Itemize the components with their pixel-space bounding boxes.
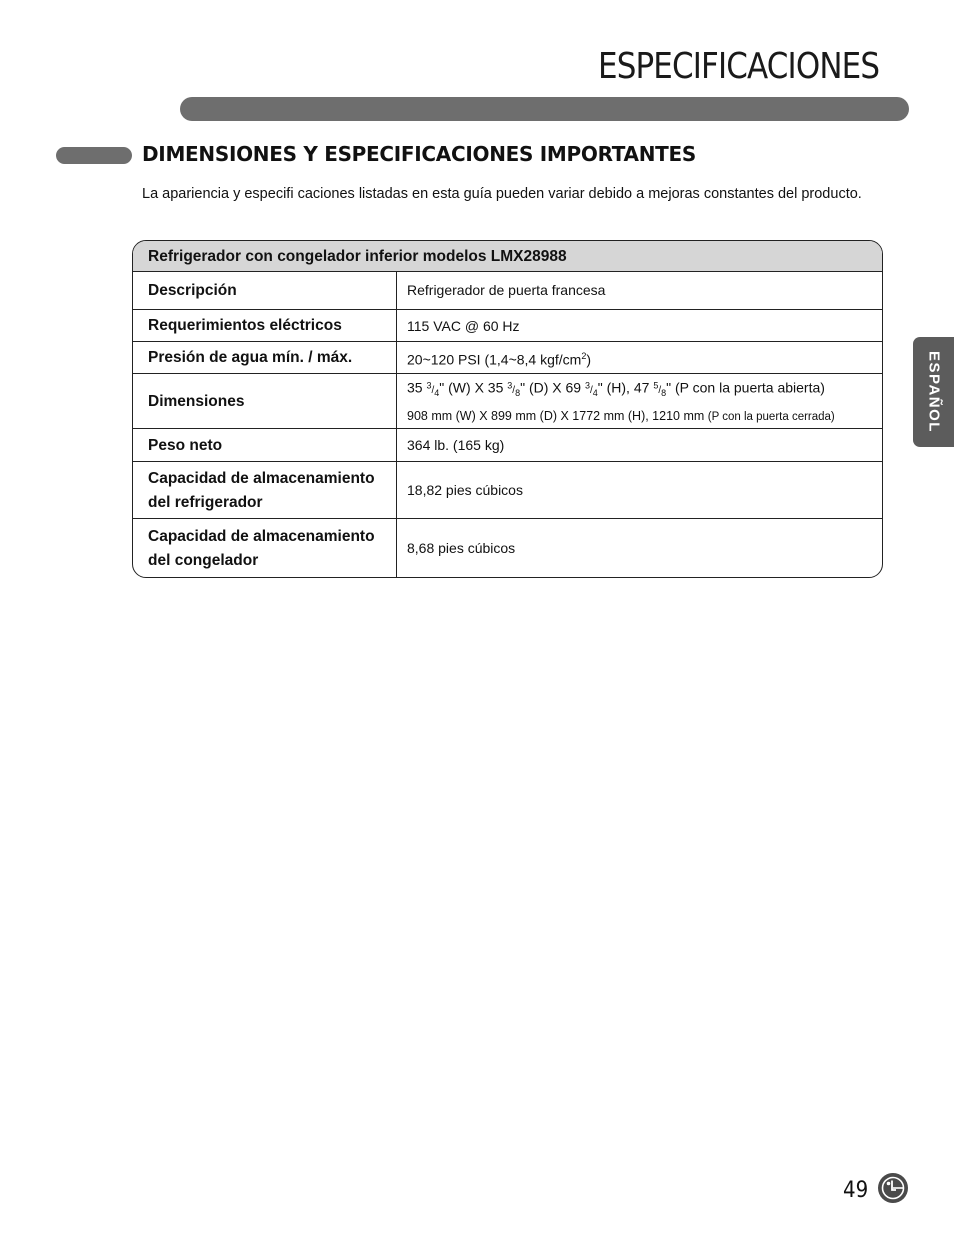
table-row xyxy=(133,461,882,519)
title-bar xyxy=(180,97,909,121)
lg-logo-icon xyxy=(877,1172,909,1204)
row-value: 20~120 PSI (1,4~8,4 kgf/$cm^2$) xyxy=(407,350,592,368)
row-label: Peso neto xyxy=(133,429,397,462)
dimensions-imperial: 35 $^3/_4$" (W) X 35 $^3/_8$" (D) X 69 $^3/_4$" (H), 47 $^5/_8$" (P con la puerta abierta) xyxy=(407,379,825,398)
row-label: Dimensiones xyxy=(133,374,397,429)
spec-table-header: Refrigerador con congelador inferior modelos LMX28988 xyxy=(133,241,882,272)
section-marker xyxy=(56,147,132,164)
table-row xyxy=(133,518,882,578)
page-number: 49 xyxy=(843,1178,869,1203)
table-row xyxy=(133,309,882,342)
row-value: 364 lb. (165 kg) xyxy=(407,437,505,453)
table-row xyxy=(133,341,882,374)
table-row xyxy=(133,272,882,309)
row-label: Presión de agua mín. / máx. xyxy=(133,342,397,374)
page-title: ESPECIFICACIONES xyxy=(598,46,880,87)
dimensions-metric: 908 mm (W) X 899 mm (D) X 1772 mm (H), 1210 mm (P con la puerta cerrada) xyxy=(407,408,835,423)
row-label: Capacidad de almacenamiento del refrigerador xyxy=(133,462,397,519)
row-value: Refrigerador de puerta francesa xyxy=(407,282,606,298)
language-tab xyxy=(913,337,954,447)
row-value xyxy=(398,374,882,429)
spec-table xyxy=(132,240,883,578)
row-label: Capacidad de almacenamiento del congelador xyxy=(133,519,397,578)
row-label: Descripción xyxy=(133,272,397,309)
row-value: 115 VAC @ 60 Hz xyxy=(407,317,520,334)
table-row xyxy=(133,373,882,429)
row-value: 8,68 pies cúbicos xyxy=(407,540,516,556)
row-value: 18,82 pies cúbicos xyxy=(407,482,523,498)
section-heading: DIMENSIONES Y ESPECIFICACIONES IMPORTANTES xyxy=(142,142,696,166)
intro-paragraph: La apariencia y especifi caciones listadas en esta guía pueden variar debido a mejoras constantes del producto. xyxy=(142,186,862,202)
language-tab-label: ESPAÑOL xyxy=(925,351,942,433)
row-label: Requerimientos eléctricos xyxy=(133,310,397,342)
table-row xyxy=(133,428,882,462)
